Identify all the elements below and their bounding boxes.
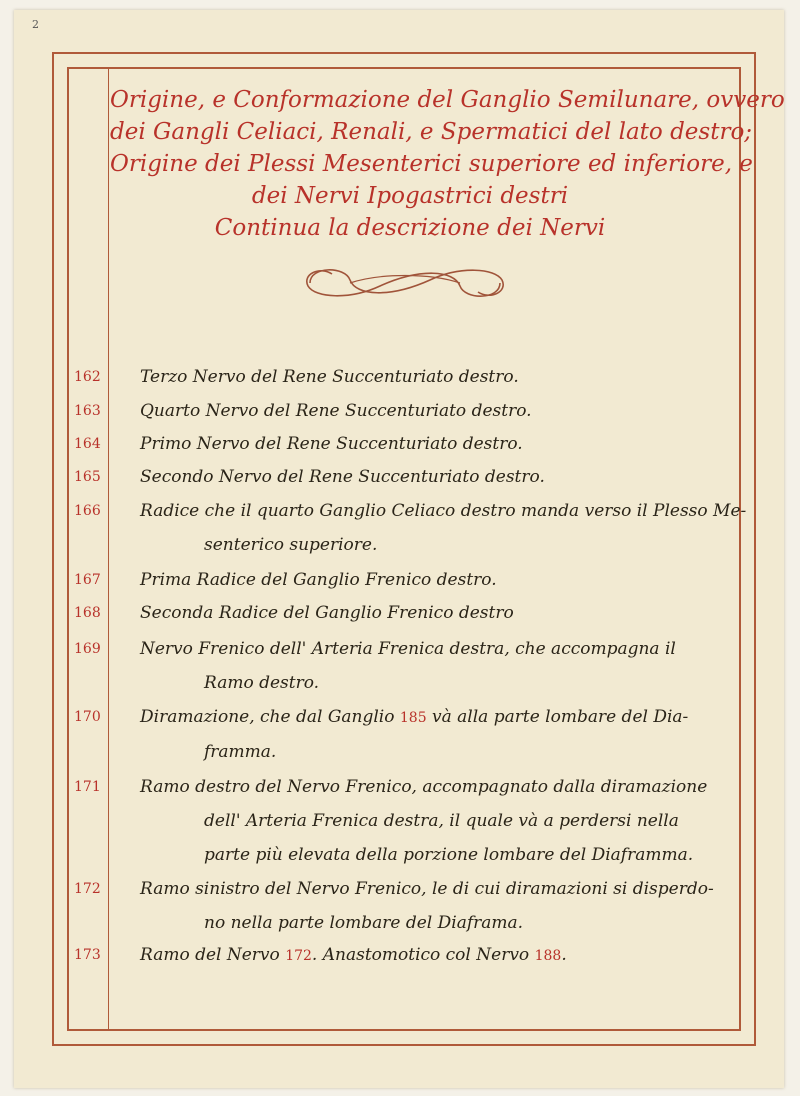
entry-number: 169 <box>74 641 101 657</box>
title-line-4: dei Nervi Ipogastrici destri <box>251 183 569 209</box>
flourish-ornament-icon <box>290 258 520 308</box>
margin-rule <box>108 67 109 1031</box>
entry-line: Nervo Frenico dell' Arteria Frenica destra, che accompagna il <box>140 639 676 659</box>
entry-number: 166 <box>74 503 101 519</box>
cross-reference: 188 <box>534 948 562 964</box>
entry-number: 171 <box>74 779 101 795</box>
entry-line: Ramo destro. <box>204 673 320 693</box>
entry-text: Secondo Nervo del Rene Succenturiato destro. <box>140 467 545 487</box>
entry-line: dell' Arteria Frenica destra, il quale và a perdersi nella <box>204 811 679 831</box>
entry-text: Terzo Nervo del Rene Succenturiato destro. <box>140 367 519 387</box>
entry-text: Seconda Radice del Ganglio Frenico destro <box>140 603 514 623</box>
title-line-2: dei Gangli Celiaci, Renali, e Spermatici del lato destro; <box>110 119 753 145</box>
entry-text: Primo Nervo del Rene Succenturiato destro. <box>140 434 523 454</box>
entry-text <box>140 938 715 973</box>
entry-segment: . Anastomotico col Nervo <box>311 945 535 965</box>
cross-reference: 172 <box>285 948 312 964</box>
entry-line: senterico superiore. <box>204 535 378 555</box>
entry-number: 170 <box>74 709 101 725</box>
entry-segment: Diramazione, che dal Ganglio <box>140 707 400 727</box>
entry-line: Radice che il quarto Ganglio Celiaco destro manda verso il Plesso Me- <box>140 501 747 521</box>
cross-reference: 185 <box>399 710 427 726</box>
entry-number: 173 <box>74 947 101 963</box>
entry-line: framma. <box>204 742 277 762</box>
page-number: 2 <box>32 18 39 31</box>
entry-text: Prima Radice del Ganglio Frenico destro. <box>140 570 497 590</box>
entry-text <box>140 494 747 562</box>
entry-line <box>140 700 715 735</box>
entry-number: 164 <box>74 436 101 452</box>
entry-number: 168 <box>74 605 101 621</box>
entry-number: 172 <box>74 881 101 897</box>
entry-number: 167 <box>74 572 101 588</box>
entry-line: no nella parte lombare del Diaframa. <box>204 913 524 933</box>
entry-segment: Ramo del Nervo <box>140 945 286 965</box>
entry-number: 165 <box>74 469 101 485</box>
title-line-5: Continua la descrizione dei Nervi <box>214 215 606 241</box>
entry-text <box>140 632 715 700</box>
entry-line: Ramo sinistro del Nervo Frenico, le di cui diramazioni si disperdo- <box>140 879 714 899</box>
entry-text: Quarto Nervo del Rene Succenturiato destro. <box>140 401 532 421</box>
title-line-1: Origine, e Conformazione del Ganglio Semilunare, ovvero <box>110 87 785 113</box>
entry-segment: . <box>561 945 567 965</box>
entry-number: 162 <box>74 369 101 385</box>
entry-line: parte più elevata della porzione lombare del Diaframma. <box>204 845 694 865</box>
entry-number: 163 <box>74 403 101 419</box>
entry-text <box>140 872 715 940</box>
page-title <box>110 84 785 244</box>
entry-line: Ramo destro del Nervo Frenico, accompagnato dalla diramazione <box>140 777 708 797</box>
title-line-3: Origine dei Plessi Mesenterici superiore ed inferiore, e <box>110 151 753 177</box>
entry-segment: và alla parte lombare del Dia- <box>426 707 689 727</box>
entry-text <box>140 770 715 872</box>
entry-text <box>140 700 715 769</box>
